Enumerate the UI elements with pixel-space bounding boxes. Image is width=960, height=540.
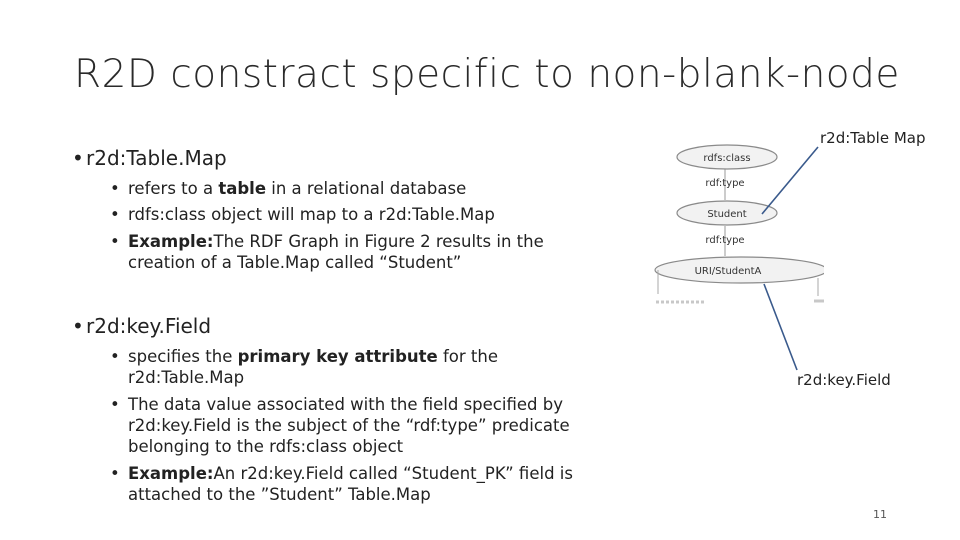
sub-text: specifies the bbox=[128, 347, 238, 366]
keyfield-callout-label: r2d:key.Field bbox=[797, 371, 891, 389]
bullet-dot-icon: • bbox=[72, 314, 84, 338]
sub-text: for the r2d:Table.Map bbox=[128, 347, 498, 387]
bullet-dot-icon: • bbox=[110, 232, 120, 251]
bullet-key-field bbox=[72, 314, 211, 338]
edge-label: rdf:type bbox=[705, 178, 745, 189]
sub-text: refers to a bbox=[128, 179, 219, 198]
sub-bullet bbox=[110, 346, 530, 388]
edge-label: rdf:type bbox=[705, 235, 745, 246]
bullet-dot-icon: • bbox=[110, 179, 120, 198]
bullet-table-map bbox=[72, 146, 227, 170]
sub-text: in a relational database bbox=[266, 179, 467, 198]
tablemap-callout-label: r2d:Table Map bbox=[820, 129, 926, 147]
sub-bullet bbox=[110, 394, 618, 457]
sub-bold: Example: bbox=[128, 464, 214, 483]
sub-text: The data value associated with the field specified by r2d:key.Field is the subject of the “rdf:type” predicate belonging to the rdfs:class object bbox=[128, 395, 570, 456]
sub-bold: table bbox=[218, 179, 267, 198]
sub-text: rdfs:class object will map to a r2d:Table.Map bbox=[128, 205, 495, 224]
sub-text: The RDF Graph in Figure 2 results in the creation of a Table.Map called “Student” bbox=[128, 232, 544, 272]
node-label: URI/StudentA bbox=[694, 266, 762, 277]
bullet-dot-icon: • bbox=[110, 205, 120, 224]
bullet-dot-icon: • bbox=[72, 146, 84, 170]
sub-bullet bbox=[110, 463, 622, 505]
bullet-dot-icon: • bbox=[110, 395, 120, 414]
bullet-dot-icon: • bbox=[110, 464, 120, 483]
node-label: Student bbox=[707, 209, 747, 220]
sub-bullet bbox=[110, 178, 610, 199]
sub-bullet bbox=[110, 204, 610, 225]
sub-text: An r2d:key.Field called “Student_PK” field is attached to the ”Student” Table.Map bbox=[128, 464, 573, 504]
bullet-dot-icon: • bbox=[110, 347, 120, 366]
node-label: rdfs:class bbox=[703, 153, 751, 164]
sub-bullet bbox=[110, 231, 600, 273]
page-number: 11 bbox=[873, 508, 887, 521]
sub-bold: Example: bbox=[128, 232, 214, 251]
bullet-heading: r2d:key.Field bbox=[86, 314, 212, 338]
rdf-graph-figure bbox=[648, 138, 824, 308]
slide-title: R2D constract specific to non-blank-node bbox=[74, 52, 900, 97]
bullet-heading: r2d:Table.Map bbox=[86, 146, 227, 170]
sub-bold: primary key attribute bbox=[237, 347, 438, 366]
